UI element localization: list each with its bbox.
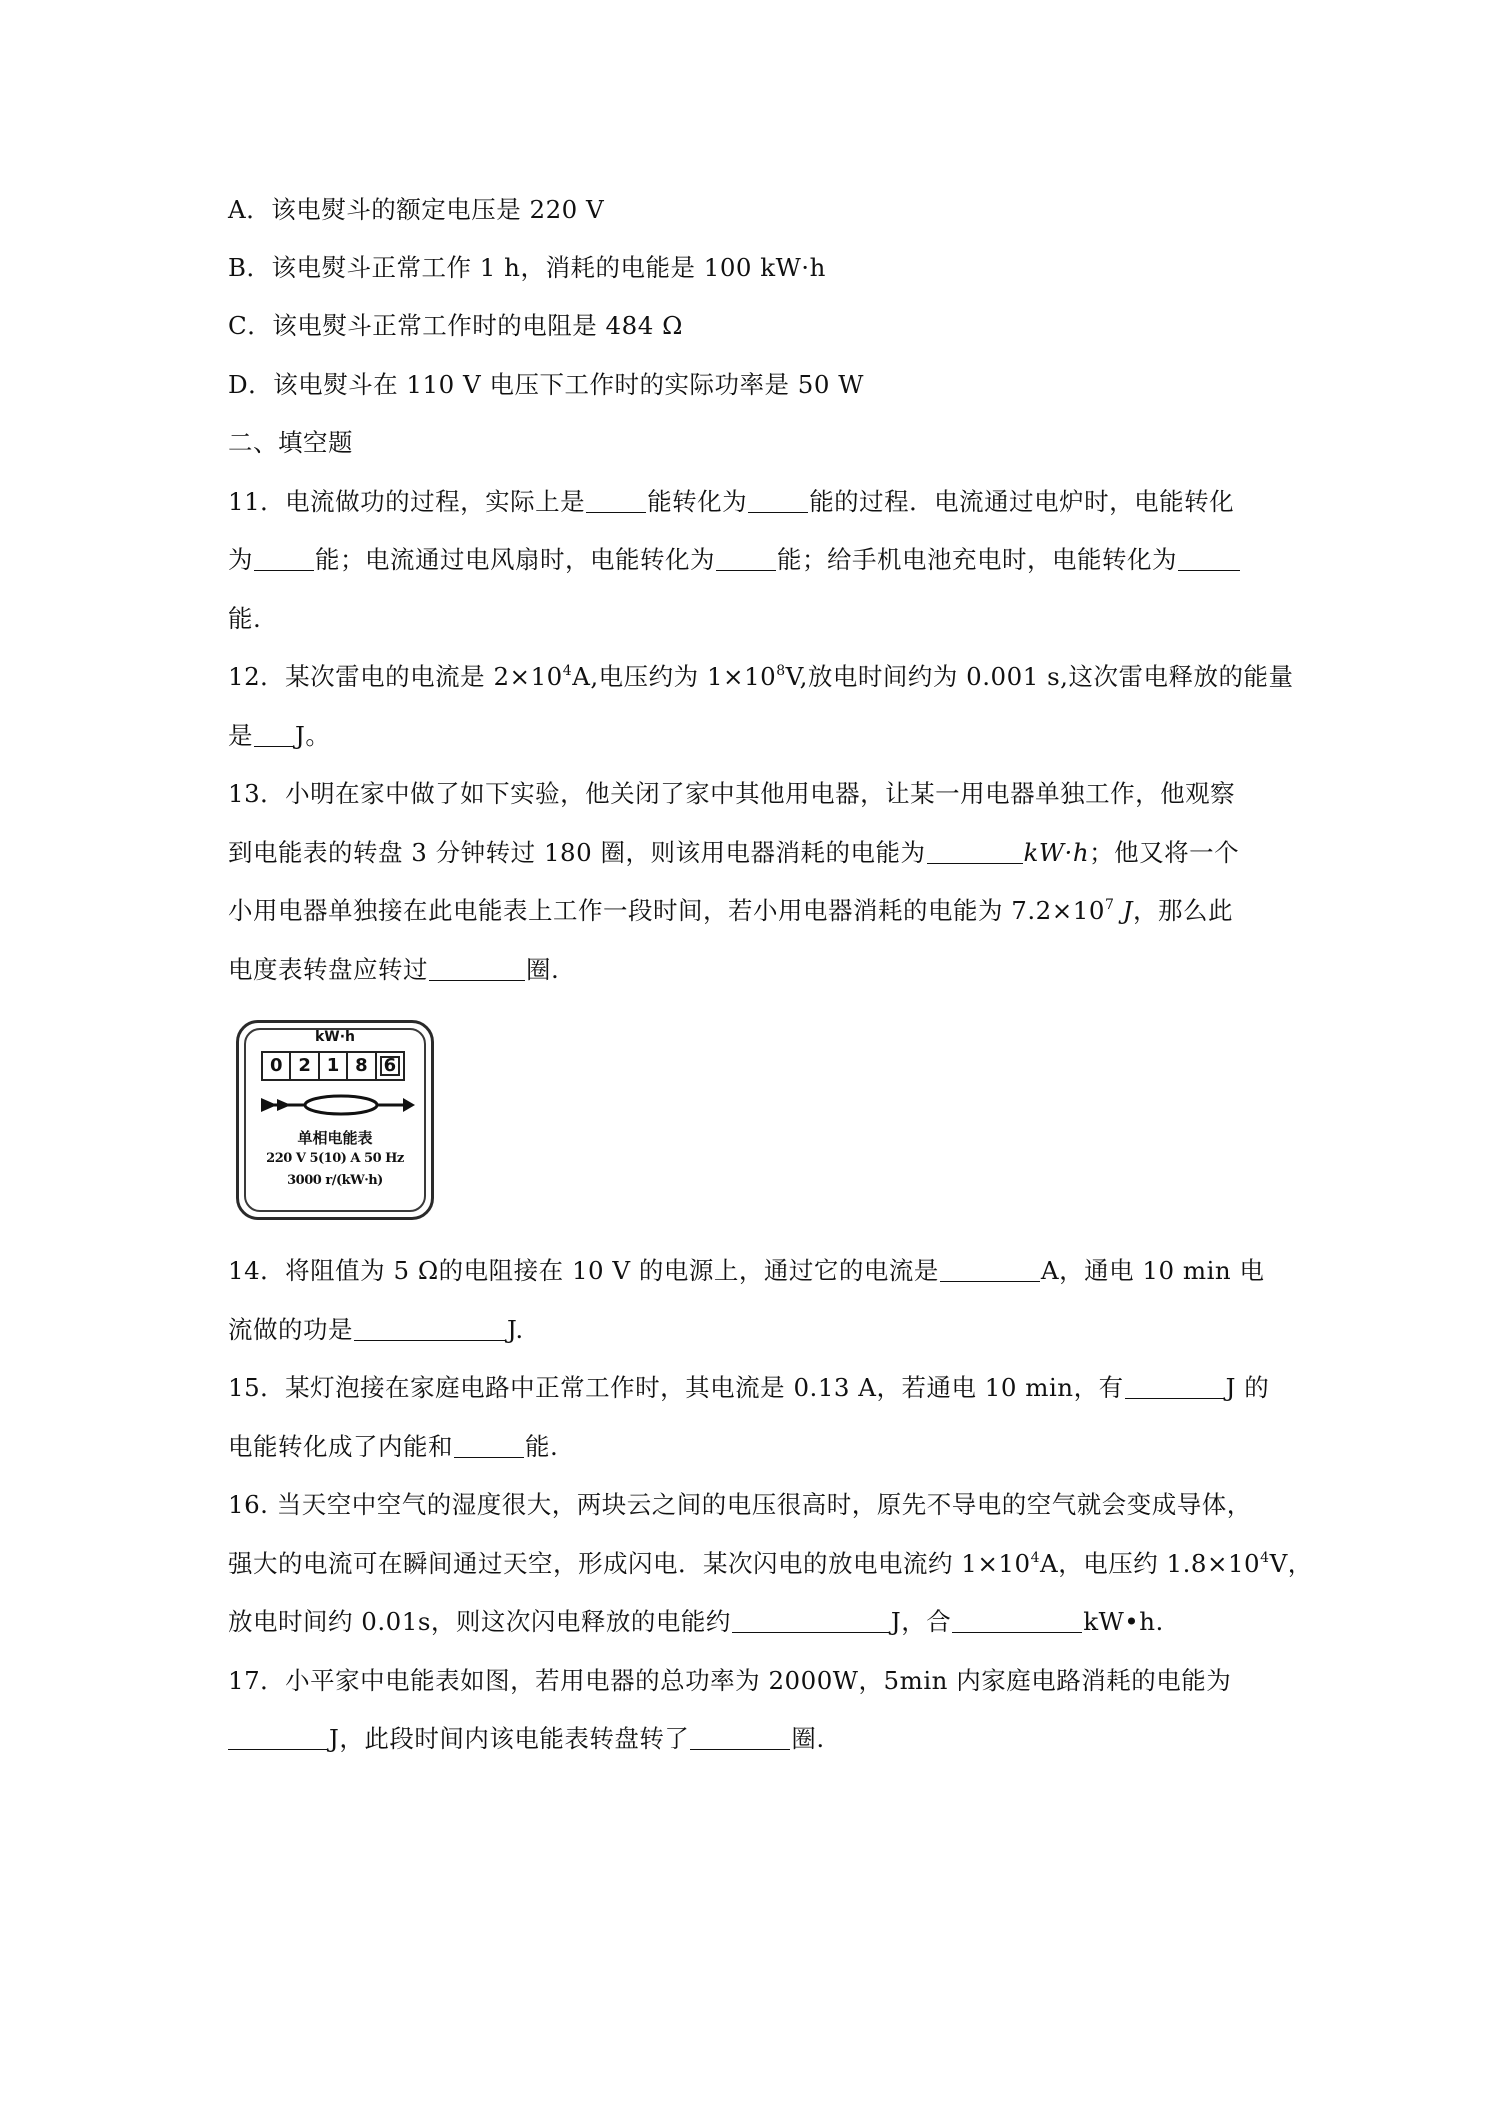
question-17-line-1: 17．小平家中电能表如图，若用电器的总功率为 2000W，5min 内家庭电路消耗的电能为	[228, 1666, 1232, 1695]
question-11-line-2: 为 能；电流通过电风扇时，电能转化为 能；给手机电池充电时，电能转化为	[228, 545, 1241, 575]
question-12-line-2: 是 J。	[228, 721, 331, 750]
answer-blank[interactable]	[586, 490, 646, 513]
answer-blank[interactable]	[454, 1435, 524, 1458]
question-15-line-2: 电能转化成了内能和 能.	[228, 1432, 559, 1461]
answer-blank[interactable]	[254, 724, 294, 747]
question-13-line-2: 到电能表的转盘 3 分钟转过 180 圈，则该用电器消耗的电能为 kW·h；他又将一个	[228, 838, 1240, 867]
answer-blank[interactable]	[716, 548, 776, 571]
meter-rate: 3000 r/(kW·h)	[287, 1173, 383, 1188]
question-15-line-1: 15．某灯泡接在家庭电路中正常工作时，其电流是 0.13 A，若通电 10 min，有 J 的	[228, 1373, 1270, 1402]
electricity-meter-figure	[236, 1020, 434, 1220]
question-13-line-4: 电度表转盘应转过 圈.	[228, 955, 560, 984]
option-c: C．该电熨斗正常工作时的电阻是 484 Ω	[228, 311, 683, 340]
meter-reading	[261, 1051, 405, 1081]
answer-blank[interactable]	[228, 1727, 328, 1750]
meter-digit-decimal: 6	[377, 1053, 403, 1079]
answer-blank[interactable]	[732, 1610, 890, 1633]
question-16-line-2: 强大的电流可在瞬间通过天空，形成闪电．某次闪电的放电电流约 $1\times 10^4A$，电压约 $1.8\times 10^4V$，	[228, 1549, 1313, 1578]
meter-name: 单相电能表	[297, 1129, 373, 1147]
meter-digit: 0	[263, 1053, 291, 1079]
question-13-line-1: 13．小明在家中做了如下实验，他关闭了家中其他用电器，让某一用电器单独工作，他观察	[228, 779, 1236, 808]
answer-blank[interactable]	[748, 490, 808, 513]
meter-digit: 1	[320, 1053, 348, 1079]
option-a: A．该电熨斗的额定电压是 220 V	[228, 195, 605, 224]
meter-disc-arrow-icon	[253, 1089, 417, 1121]
answer-blank[interactable]	[690, 1727, 790, 1750]
section-title: 二、填空题	[228, 428, 353, 457]
meter-spec: 220 V 5(10) A 50 Hz	[266, 1151, 404, 1166]
option-b: B．该电熨斗正常工作 1 h，消耗的电能是 100 kW·h	[228, 253, 826, 282]
answer-blank[interactable]	[429, 958, 525, 981]
question-11-line-3: 能.	[228, 604, 262, 633]
meter-digit: 2	[291, 1053, 319, 1079]
meter-unit-label: kW·h	[314, 1029, 356, 1045]
answer-blank[interactable]	[1178, 548, 1240, 571]
question-12-line-1: 12．某次雷电的电流是 $2\times 10^4A$,电压约为 $1\times 10^8V$,放电时间约为 0.001 s,这次雷电释放的能量	[228, 662, 1294, 691]
question-14-line-1: 14．将阻值为 5 Ω的电阻接在 10 V 的电源上，通过它的电流是 A，通电 10 min 电	[228, 1256, 1265, 1285]
meter-digit: 8	[348, 1053, 376, 1079]
question-16-line-3: 放电时间约 0.01s，则这次闪电释放的电能约 J，合 kW•h.	[228, 1607, 1164, 1636]
answer-blank[interactable]	[952, 1610, 1082, 1633]
answer-blank[interactable]	[1125, 1376, 1225, 1399]
question-14-line-2: 流做的功是 J.	[228, 1315, 524, 1344]
answer-blank[interactable]	[927, 841, 1023, 864]
question-13-line-3: 小用电器单独接在此电能表上工作一段时间，若小用电器消耗的电能为 $7.2\times 10^7$ J，那么此	[228, 896, 1233, 925]
answer-blank[interactable]	[940, 1259, 1040, 1282]
answer-blank[interactable]	[354, 1318, 506, 1341]
question-11-line-1: 11．电流做功的过程，实际上是 能转化为 能的过程．电流通过电炉时，电能转化	[228, 487, 1235, 516]
answer-blank[interactable]	[254, 548, 314, 571]
option-d: D．该电熨斗在 110 V 电压下工作时的实际功率是 50 W	[228, 370, 864, 399]
question-16-line-1: 16. 当天空中空气的湿度很大，两块云之间的电压很高时，原先不导电的空气就会变成导体，	[228, 1490, 1252, 1519]
question-17-line-2: J，此段时间内该电能表转盘转了 圈.	[228, 1724, 825, 1754]
